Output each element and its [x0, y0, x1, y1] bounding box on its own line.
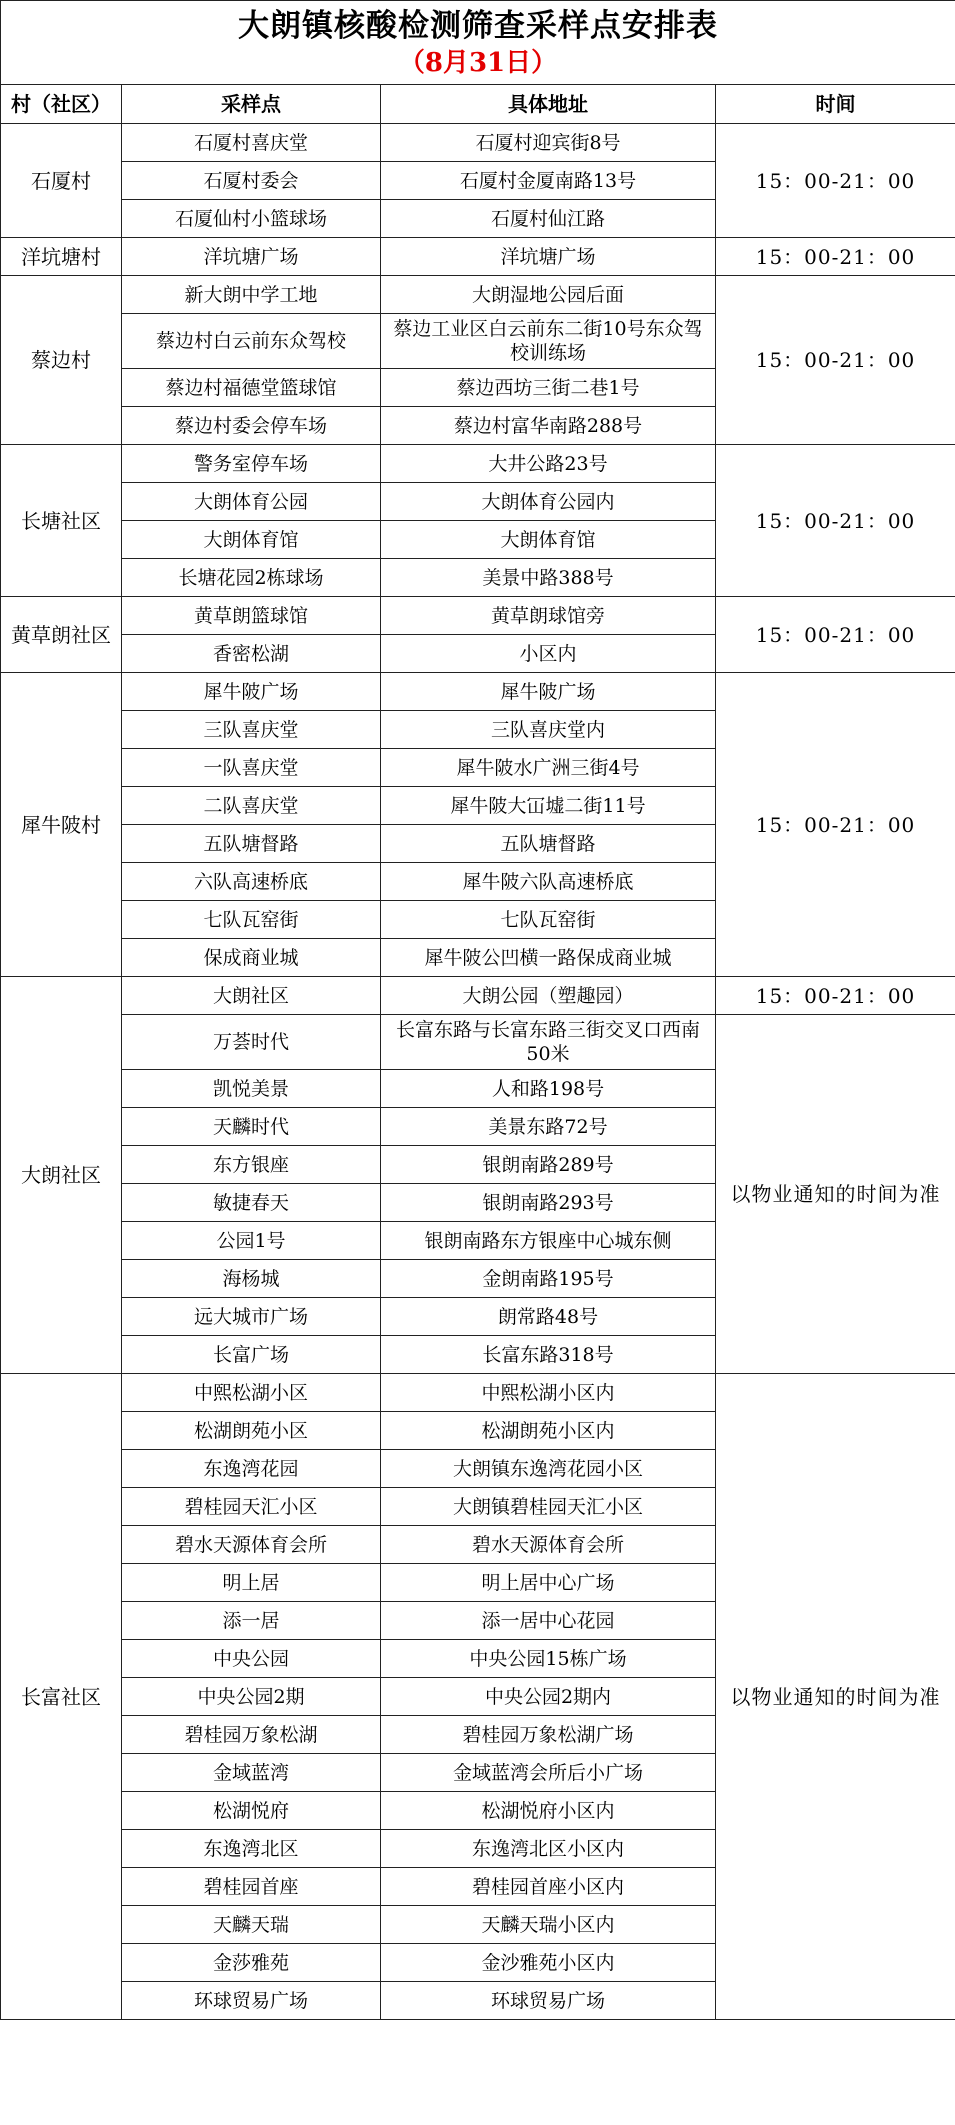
address-cell: 大朗镇碧桂园天汇小区: [381, 1488, 716, 1526]
schedule-table-body: [1, 1, 955, 2020]
site-cell: 公园1号: [122, 1222, 381, 1260]
table-row: [1, 124, 955, 162]
site-cell: 黄草朗篮球馆: [122, 597, 381, 635]
site-cell: 五队塘督路: [122, 825, 381, 863]
address-cell: 大朗湿地公园后面: [381, 276, 716, 314]
time-cell: 以物业通知的时间为准: [716, 1374, 955, 2020]
address-cell: 中央公园2期内: [381, 1678, 716, 1716]
site-cell: 二队喜庆堂: [122, 787, 381, 825]
address-cell: 石厦村迎宾街8号: [381, 124, 716, 162]
site-cell: 东逸湾北区: [122, 1830, 381, 1868]
address-cell: 中熙松湖小区内: [381, 1374, 716, 1412]
page-title: 大朗镇核酸检测筛查采样点安排表: [238, 7, 718, 44]
table-row: [1, 276, 955, 314]
address-cell: 小区内: [381, 635, 716, 673]
address-cell: 石厦村金厦南路13号: [381, 162, 716, 200]
address-cell: 蔡边村富华南路288号: [381, 407, 716, 445]
table-row: [1, 1374, 955, 1412]
site-cell: 金域蓝湾: [122, 1754, 381, 1792]
site-cell: 中央公园: [122, 1640, 381, 1678]
site-cell: 蔡边村委会停车场: [122, 407, 381, 445]
site-cell: 中央公园2期: [122, 1678, 381, 1716]
address-cell: 人和路198号: [381, 1070, 716, 1108]
site-cell: 中熙松湖小区: [122, 1374, 381, 1412]
address-cell: 松湖悦府小区内: [381, 1792, 716, 1830]
address-cell: 犀牛陂六队高速桥底: [381, 863, 716, 901]
address-cell: 蔡边西坊三街二巷1号: [381, 369, 716, 407]
time-cell: 15：00-21：00: [716, 673, 955, 977]
site-cell: 大朗体育馆: [122, 521, 381, 559]
header-row: [1, 85, 955, 124]
site-cell: 洋坑塘广场: [122, 238, 381, 276]
address-cell: 犀牛陂大冚墟二街11号: [381, 787, 716, 825]
village-cell: 洋坑塘村: [1, 238, 122, 276]
address-cell: 大朗镇东逸湾花园小区: [381, 1450, 716, 1488]
site-cell: 蔡边村白云前东众驾校: [122, 314, 381, 369]
address-cell: 东逸湾北区小区内: [381, 1830, 716, 1868]
site-cell: 保成商业城: [122, 939, 381, 977]
time-cell: 15：00-21：00: [716, 238, 955, 276]
site-cell: 大朗社区: [122, 977, 381, 1015]
address-cell: 蔡边工业区白云前东二街10号东众驾校训练场: [381, 314, 716, 369]
page-date: （8月31日）: [398, 47, 558, 78]
site-cell: 三队喜庆堂: [122, 711, 381, 749]
site-cell: 环球贸易广场: [122, 1982, 381, 2020]
site-cell: 六队高速桥底: [122, 863, 381, 901]
address-cell: 三队喜庆堂内: [381, 711, 716, 749]
site-cell: 凯悦美景: [122, 1070, 381, 1108]
address-cell: 美景东路72号: [381, 1108, 716, 1146]
title-cell: [1, 1, 955, 85]
site-cell: 七队瓦窑街: [122, 901, 381, 939]
village-cell: 犀牛陂村: [1, 673, 122, 977]
site-cell: 东逸湾花园: [122, 1450, 381, 1488]
village-cell: 大朗社区: [1, 977, 122, 1374]
address-cell: 犀牛陂水广洲三街4号: [381, 749, 716, 787]
address-cell: 添一居中心花园: [381, 1602, 716, 1640]
table-row: [1, 597, 955, 635]
header-address: 具体地址: [381, 85, 716, 124]
address-cell: 大朗公园（塑趣园）: [381, 977, 716, 1015]
site-cell: 明上居: [122, 1564, 381, 1602]
site-cell: 石厦仙村小篮球场: [122, 200, 381, 238]
address-cell: 大朗体育馆: [381, 521, 716, 559]
address-cell: 七队瓦窑街: [381, 901, 716, 939]
time-cell: 15：00-21：00: [716, 597, 955, 673]
address-cell: 犀牛陂广场: [381, 673, 716, 711]
site-cell: 天麟天瑞: [122, 1906, 381, 1944]
address-cell: 银朗南路289号: [381, 1146, 716, 1184]
time-cell: 15：00-21：00: [716, 977, 955, 1015]
header-site: 采样点: [122, 85, 381, 124]
address-cell: 朗常路48号: [381, 1298, 716, 1336]
address-cell: 松湖朗苑小区内: [381, 1412, 716, 1450]
site-cell: 金莎雅苑: [122, 1944, 381, 1982]
address-cell: 大井公路23号: [381, 445, 716, 483]
address-cell: 五队塘督路: [381, 825, 716, 863]
site-cell: 碧水天源体育会所: [122, 1526, 381, 1564]
address-cell: 金朗南路195号: [381, 1260, 716, 1298]
time-cell: 15：00-21：00: [716, 445, 955, 597]
site-cell: 碧桂园万象松湖: [122, 1716, 381, 1754]
address-cell: 环球贸易广场: [381, 1982, 716, 2020]
address-cell: 碧桂园万象松湖广场: [381, 1716, 716, 1754]
site-cell: 石厦村委会: [122, 162, 381, 200]
address-cell: 明上居中心广场: [381, 1564, 716, 1602]
table-row: [1, 238, 955, 276]
address-cell: 银朗南路东方银座中心城东侧: [381, 1222, 716, 1260]
site-cell: 香密松湖: [122, 635, 381, 673]
site-cell: 敏捷春天: [122, 1184, 381, 1222]
time-cell: 15：00-21：00: [716, 124, 955, 238]
village-cell: 长富社区: [1, 1374, 122, 2020]
time-cell: 以物业通知的时间为准: [716, 1015, 955, 1374]
address-cell: 碧水天源体育会所: [381, 1526, 716, 1564]
address-cell: 犀牛陂公凹横一路保成商业城: [381, 939, 716, 977]
site-cell: 万荟时代: [122, 1015, 381, 1070]
address-cell: 石厦村仙江路: [381, 200, 716, 238]
site-cell: 天麟时代: [122, 1108, 381, 1146]
site-cell: 长富广场: [122, 1336, 381, 1374]
address-cell: 黄草朗球馆旁: [381, 597, 716, 635]
header-time: 时间: [716, 85, 955, 124]
address-cell: 金沙雅苑小区内: [381, 1944, 716, 1982]
site-cell: 海杨城: [122, 1260, 381, 1298]
address-cell: 长富东路与长富东路三街交叉口西南50米: [381, 1015, 716, 1070]
village-cell: 长塘社区: [1, 445, 122, 597]
address-cell: 大朗体育公园内: [381, 483, 716, 521]
site-cell: 蔡边村福德堂篮球馆: [122, 369, 381, 407]
site-cell: 东方银座: [122, 1146, 381, 1184]
header-village: 村（社区）: [1, 85, 122, 124]
site-cell: 松湖朗苑小区: [122, 1412, 381, 1450]
site-cell: 大朗体育公园: [122, 483, 381, 521]
site-cell: 碧桂园首座: [122, 1868, 381, 1906]
site-cell: 犀牛陂广场: [122, 673, 381, 711]
table-row: [1, 1015, 955, 1070]
address-cell: 金域蓝湾会所后小广场: [381, 1754, 716, 1792]
site-cell: 远大城市广场: [122, 1298, 381, 1336]
table-row: [1, 445, 955, 483]
site-cell: 松湖悦府: [122, 1792, 381, 1830]
site-cell: 石厦村喜庆堂: [122, 124, 381, 162]
site-cell: 碧桂园天汇小区: [122, 1488, 381, 1526]
address-cell: 长富东路318号: [381, 1336, 716, 1374]
site-cell: 新大朗中学工地: [122, 276, 381, 314]
site-cell: 长塘花园2栋球场: [122, 559, 381, 597]
site-cell: 警务室停车场: [122, 445, 381, 483]
table-row: [1, 977, 955, 1015]
address-cell: 美景中路388号: [381, 559, 716, 597]
address-cell: 碧桂园首座小区内: [381, 1868, 716, 1906]
site-cell: 一队喜庆堂: [122, 749, 381, 787]
village-cell: 黄草朗社区: [1, 597, 122, 673]
title-row: [1, 1, 955, 85]
site-cell: 添一居: [122, 1602, 381, 1640]
village-cell: 石厦村: [1, 124, 122, 238]
table-row: [1, 673, 955, 711]
address-cell: 天麟天瑞小区内: [381, 1906, 716, 1944]
time-cell: 15：00-21：00: [716, 276, 955, 445]
address-cell: 洋坑塘广场: [381, 238, 716, 276]
village-cell: 蔡边村: [1, 276, 122, 445]
address-cell: 银朗南路293号: [381, 1184, 716, 1222]
address-cell: 中央公园15栋广场: [381, 1640, 716, 1678]
